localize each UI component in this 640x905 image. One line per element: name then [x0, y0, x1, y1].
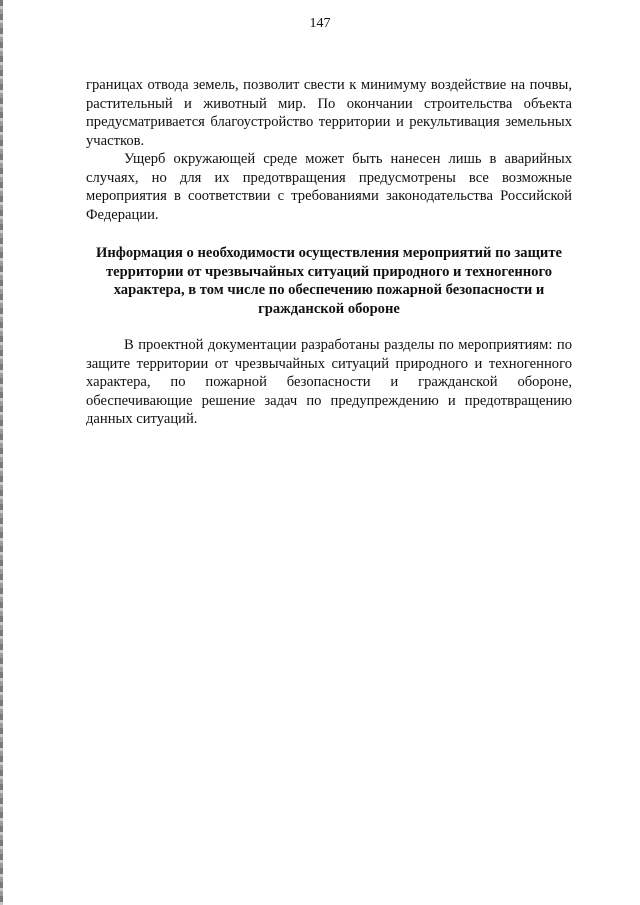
page-number: 147 [309, 16, 331, 31]
scan-edge [0, 0, 3, 905]
paragraph-continuation: границах отвода земель, позволит свести к минимуму воздействие на почвы, растительный и животный мир. По окончании строительства объекта предусматривается благоустройство территории и рекультивация земельных участков. [86, 77, 572, 149]
paragraph-damage: Ущерб окружающей среде может быть нанесен лишь в аварийных случаях, но для их предотвращения предусмотрены все возможные мероприятия в соответствии с требованиями законодательства Российской Федерации. [86, 151, 572, 223]
paragraph-measures: В проектной документации разработаны разделы по мероприятиям: по защите территории от чрезвычайных ситуаций природного и техногенного характера, по пожарной безопасности и гражданской обороне, обеспечивающие решение задач по предупреждению и предотвращению данных ситуаций. [86, 337, 572, 427]
section-heading: Информация о необходимости осуществления мероприятий по защите территории от чрезвычайных ситуаций природного и техногенного характера, в том числе по обеспечению пожарной безопасности и гражданской обороне [96, 245, 562, 317]
document-body [86, 76, 572, 429]
